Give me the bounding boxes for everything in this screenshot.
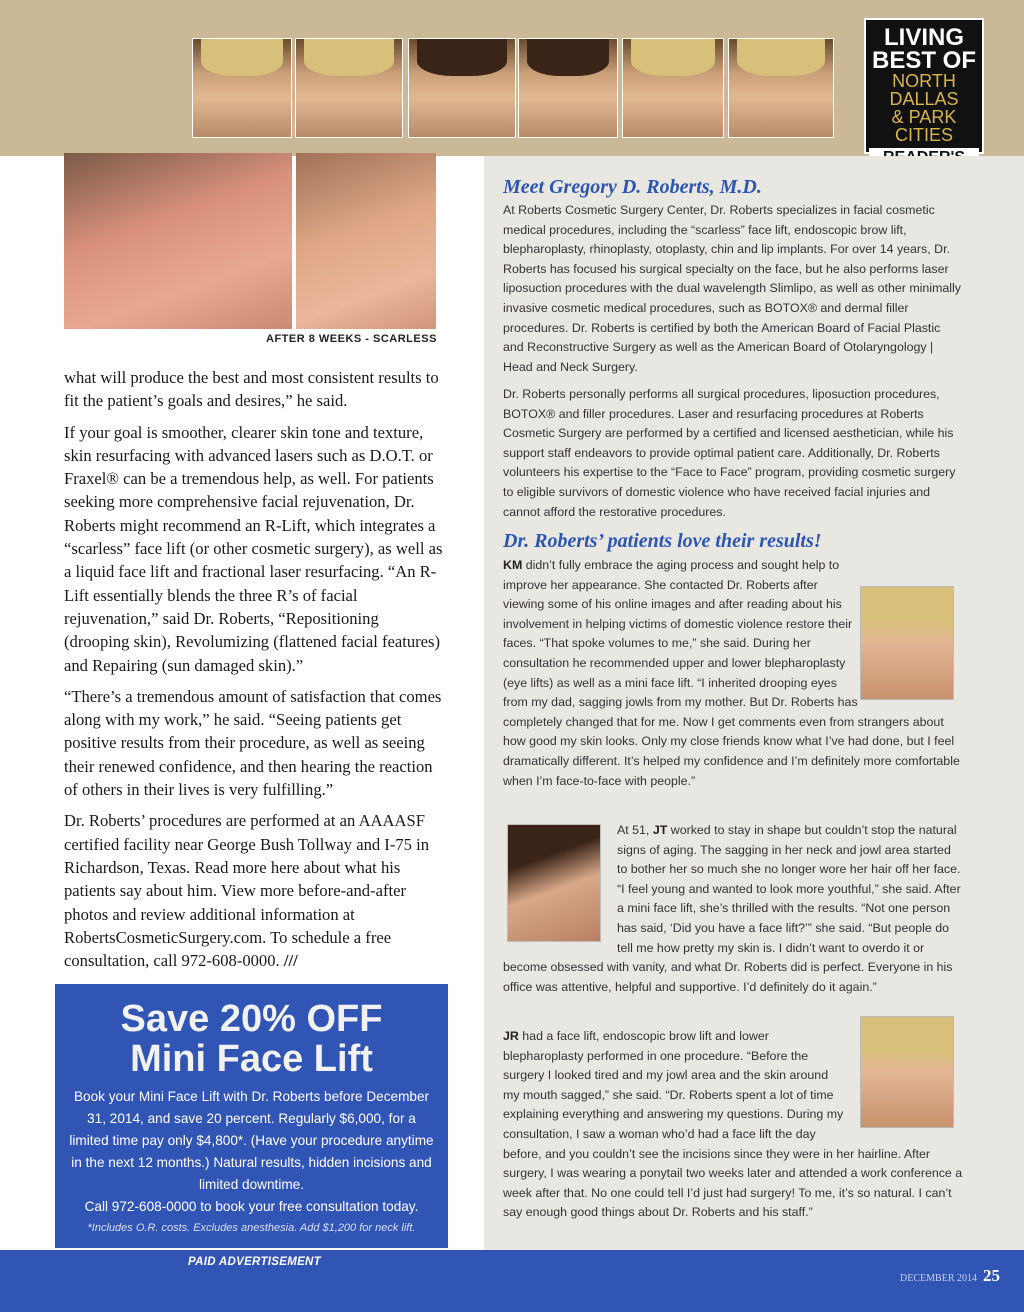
- promo-ad: [55, 984, 448, 1248]
- before-front-photo: [192, 38, 292, 138]
- patients-title: Dr. Roberts’ patients love their results!: [503, 530, 822, 552]
- after-front-photo: [295, 38, 403, 138]
- photo-caption: AFTER 8 WEEKS - SCARLESS: [266, 333, 437, 345]
- ad-headline-2: Mini Face Lift: [130, 1038, 373, 1080]
- article-paragraph: Dr. Roberts’ procedures are performed at an AAAASF certified facility near George Bush Tollway and I-75 in Richardson, Texas. Read more here about what his patients say about him. View more before-and-after photos and review additional information at RobertsCosmeticSurgery.com. To schedule a free consultation, call 972-608-0000. ///: [64, 811, 430, 971]
- ad-cta: Call 972-608-0000 to book your free consultation today.: [84, 1199, 419, 1214]
- readers-choice-badge: LIVING BEST OF NORTH DALLAS & PARK CITIES: [864, 18, 984, 154]
- meet-paragraph-1: At Roberts Cosmetic Surgery Center, Dr. Roberts specializes in facial cosmetic medical procedures, including the “scarless” face lift, endoscopic brow lift, blepharoplasty, rhinoplasty, otoplasty, chin and lip implants. For over 14 years, Dr. Roberts has focused his surgical specialty on the face, but he also performs laser liposuction procedures with the dual wavelength Slimlipo, as well as other minimally invasive cosmetic medical procedures, such as BOTOX® and dermal filler procedures. Dr. Roberts is certified by both the American Board of Facial Plastic and Reconstructive Surgery as well as the American Board of Otolaryngology | Head and Neck Surgery.: [503, 203, 961, 374]
- left-article: [64, 366, 444, 980]
- jr-testimonial: JR had a face lift, endoscopic brow lift and lower blepharoplasty performed in one procedure. “Before the surgery I looked tired and my jowl area and the skin around my mouth sagged,” she said. “Dr. Roberts spent a lot of time explaining everything and answering my questions. During my consultation, I saw a woman who’d had a face lift the day before, and you couldn’t see the incisions since they were in her hairline. After surgery, I was wearing a ponytail two weeks later and attended a work conference a week after that. No one could tell I’d just had surgery! To me, it’s so natural. I can’t say enough good things about Dr. Roberts and his staff.”: [503, 1029, 963, 1220]
- meet-paragraph-2: Dr. Roberts personally performs all surgical procedures, liposuction procedures, BOTOX® and filler procedures. Laser and resurfacing procedures at Roberts Cosmetic Surgery are performed by a certified and licensed aesthetician, while his support staff endeavors to provide optimal patient care. Additionally, Dr. Roberts volunteers his expertise to the “Face to Face” program, providing cosmetic surgery to eligible survivors of domestic violence who have received facial injuries and cannot afford the restorative procedures.: [503, 387, 956, 519]
- footer-band: [0, 1250, 1024, 1312]
- paid-advertisement-label: PAID ADVERTISEMENT: [188, 1256, 321, 1268]
- jt-testimonial: At 51, JT worked to stay in shape but couldn’t stop the natural signs of aging. The sagging in her neck and jowl area started to bother her so much she no longer wore her hair off her face. “I feel young and wanted to look more youthful,” she said. After a mini face lift, she’s thrilled with the results. “Not one person has said, ‘Did you have a face lift?’” she said. “But people do tell me how pretty my skin is. I didn’t want to overdo it or become obsessed with vanity, and what Dr. Roberts did is perfect. Everyone in his office was attentive, helpful and supportive. I’d definitely do it again.”: [503, 823, 961, 994]
- end-mark: ///: [283, 951, 298, 971]
- page-number: DECEMBER 2014 25: [900, 1266, 1000, 1285]
- before-profile-photo: [408, 38, 516, 138]
- after-neck-photo: [296, 153, 436, 329]
- article-paragraph: “There’s a tremendous amount of satisfaction that comes along with my work,” he said. “Seeing patients get positive results from their procedure, as well as seeing their renewed confidence, and then hearing the reaction of others in their lives is very fulfilling.”: [64, 686, 442, 800]
- ad-footnote: *Includes O.R. costs. Excludes anesthesia. Add $1,200 for neck lift.: [87, 1222, 416, 1234]
- ad-headline-1: Save 20% OFF: [120, 998, 383, 1040]
- after-front-photo-2: [728, 38, 834, 138]
- km-testimonial: KM didn’t fully embrace the aging process and sought help to improve her appearance. She contacted Dr. Roberts after viewing some of his online images and after reading about his involvement in helping victims of domestic violence restore their faces. “That spoke volumes to me,” she said. During her consultation he recommended upper and lower blepharoplasty (eye lifts) as well as a mini face lift. “I inherited drooping eyes from my dad, sagging jowls from my mother. But Dr. Roberts has completely changed that for me. Now I get comments even from strangers about how good my skin looks. Only my close friends know what I’ve had done, but I feel dramatically different. It’s helped my confidence and I’m definitely more comfortable when I’m face-to-face with people.”: [503, 558, 960, 788]
- article-paragraph: what will produce the best and most consistent results to fit the patient’s goals and desires,” he said.: [64, 368, 439, 411]
- meet-title: Meet Gregory D. Roberts, M.D.: [503, 176, 762, 198]
- article-paragraph: If your goal is smoother, clearer skin tone and texture, skin resurfacing with advanced lasers such as D.O.T. or Fraxel® can be a tremendous help, as well. For patients seeking more comprehensive facial rejuvenation, Dr. Roberts might recommend an R-Lift, which integrates a “scarless” face lift (or other cosmetic surgery), as well as a liquid face lift and fractional laser resurfacing. “An R-Lift essentially blends the three R’s of facial rejuvenation,” said Dr. Roberts, “Repositioning (drooping skin), Revolumizing (flattened facial features) and Repairing (sun damaged skin).”: [64, 422, 443, 675]
- after-profile-photo: [518, 38, 618, 138]
- ad-body: Book your Mini Face Lift with Dr. Roberts before December 31, 2014, and save 20 percent. Regularly $6,000, for a limited time pay only $4,800*. (Have your procedure anytime in the next 12 months.) Natural results, hidden incisions and limited downtime.: [69, 1089, 434, 1192]
- before-front-photo-2: [622, 38, 724, 138]
- footer-divider: [92, 1248, 412, 1249]
- before-neck-photo: [64, 153, 292, 329]
